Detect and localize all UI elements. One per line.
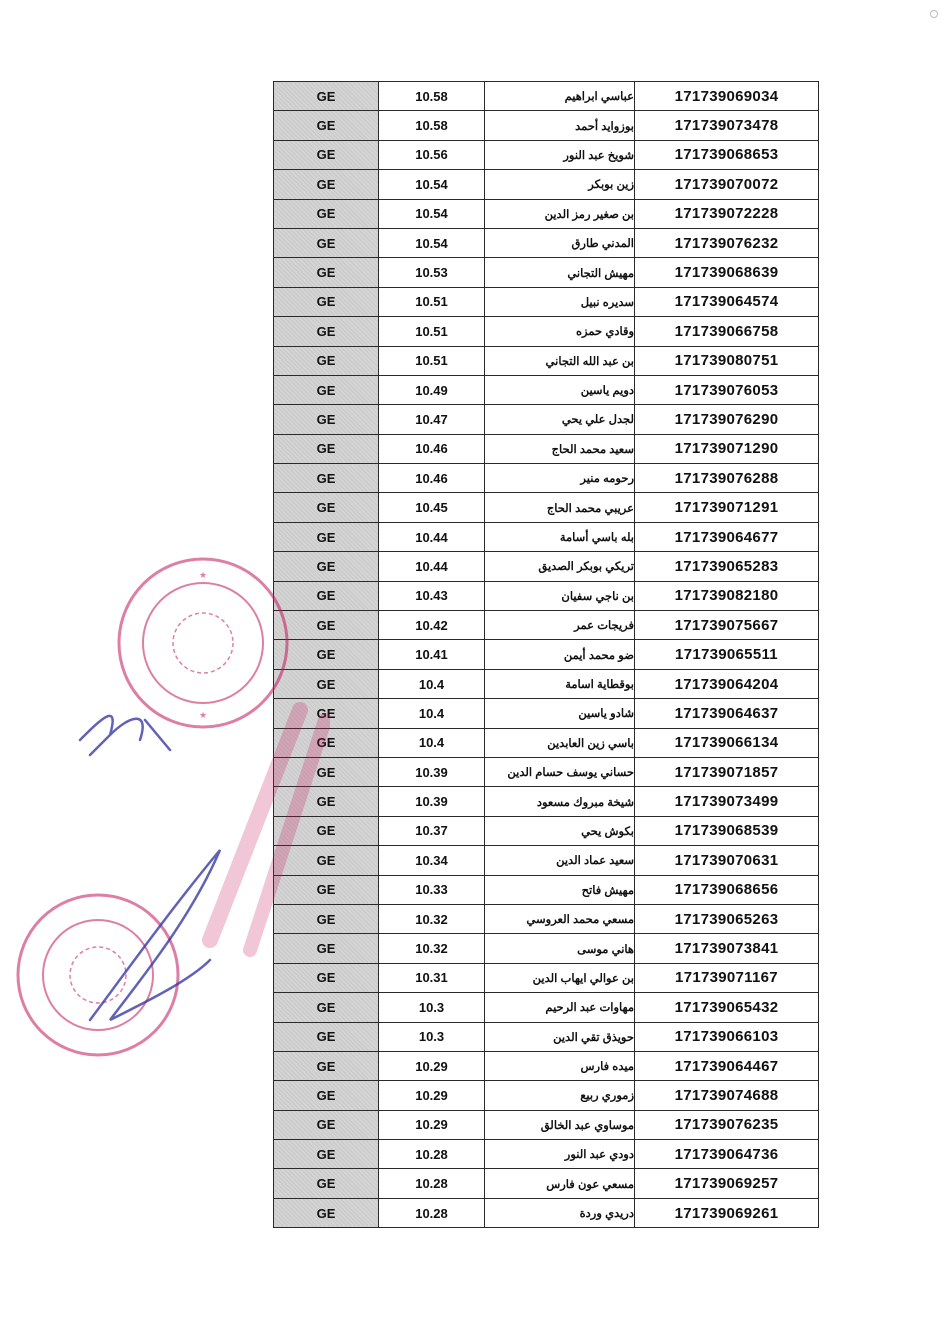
table-row <box>274 287 819 316</box>
student-name-cell: هاني موسى <box>485 934 635 963</box>
official-stamp-lower <box>8 880 188 1070</box>
student-id-cell: 171739076053 <box>635 375 819 404</box>
grade-cell: 10.51 <box>379 346 485 375</box>
results-table-body <box>274 82 819 1228</box>
student-name-cell: ميده فارس <box>485 1051 635 1080</box>
student-name-cell: مسعي عون فارس <box>485 1169 635 1198</box>
student-name-cell: مهاوات عبد الرحيم <box>485 993 635 1022</box>
table-row <box>274 993 819 1022</box>
specialty-cell: GE <box>274 640 379 669</box>
grade-cell: 10.54 <box>379 170 485 199</box>
table-row <box>274 611 819 640</box>
table-row <box>274 258 819 287</box>
student-id-cell: 171739071291 <box>635 493 819 522</box>
table-row <box>274 699 819 728</box>
grade-cell: 10.56 <box>379 140 485 169</box>
student-name-cell: لجدل علي يحي <box>485 405 635 434</box>
student-name-cell: مسعي محمد العروسي <box>485 904 635 933</box>
table-row <box>274 787 819 816</box>
table-row <box>274 228 819 257</box>
student-id-cell: 171739065283 <box>635 552 819 581</box>
student-id-cell: 171739072228 <box>635 199 819 228</box>
specialty-cell: GE <box>274 405 379 434</box>
specialty-cell: GE <box>274 787 379 816</box>
student-id-cell: 171739073499 <box>635 787 819 816</box>
student-id-cell: 171739068656 <box>635 875 819 904</box>
specialty-cell: GE <box>274 199 379 228</box>
specialty-cell: GE <box>274 228 379 257</box>
grade-cell: 10.58 <box>379 111 485 140</box>
table-row <box>274 493 819 522</box>
student-name-cell: بن عوالي ايهاب الدين <box>485 963 635 992</box>
student-id-cell: 171739066134 <box>635 728 819 757</box>
grade-cell: 10.33 <box>379 875 485 904</box>
specialty-cell: GE <box>274 934 379 963</box>
grade-cell: 10.44 <box>379 552 485 581</box>
grade-cell: 10.39 <box>379 757 485 786</box>
table-row <box>274 757 819 786</box>
student-id-cell: 171739071167 <box>635 963 819 992</box>
table-row <box>274 1081 819 1110</box>
student-id-cell: 171739071857 <box>635 757 819 786</box>
table-row <box>274 434 819 463</box>
student-id-cell: 171739064736 <box>635 1140 819 1169</box>
student-name-cell: شويخ عبد النور <box>485 140 635 169</box>
table-row <box>274 405 819 434</box>
specialty-cell: GE <box>274 581 379 610</box>
student-name-cell: مهيش فاتح <box>485 875 635 904</box>
grade-cell: 10.43 <box>379 581 485 610</box>
svg-text:★: ★ <box>198 711 208 721</box>
results-table <box>273 81 819 1228</box>
table-row <box>274 669 819 698</box>
grade-cell: 10.28 <box>379 1198 485 1227</box>
student-id-cell: 171739066758 <box>635 317 819 346</box>
student-name-cell: تريكي بوبكر الصديق <box>485 552 635 581</box>
table-row <box>274 82 819 111</box>
official-stamp-upper <box>108 548 298 738</box>
grade-cell: 10.39 <box>379 787 485 816</box>
table-row <box>274 1110 819 1139</box>
student-name-cell: زموري ربيع <box>485 1081 635 1110</box>
specialty-cell: GE <box>274 963 379 992</box>
specialty-cell: GE <box>274 699 379 728</box>
student-name-cell: موساوي عبد الخالق <box>485 1110 635 1139</box>
table-row <box>274 934 819 963</box>
grade-cell: 10.42 <box>379 611 485 640</box>
student-name-cell: بوزوايد أحمد <box>485 111 635 140</box>
handwritten-signature <box>50 680 270 1060</box>
student-name-cell: سعيد محمد الحاج <box>485 434 635 463</box>
grade-cell: 10.3 <box>379 993 485 1022</box>
student-name-cell: بن عبد الله التجاني <box>485 346 635 375</box>
student-name-cell: عريبي محمد الحاج <box>485 493 635 522</box>
specialty-cell: GE <box>274 464 379 493</box>
student-name-cell: حويذق تقي الدين <box>485 1022 635 1051</box>
svg-text:★: ★ <box>198 571 208 581</box>
specialty-cell: GE <box>274 846 379 875</box>
student-id-cell: 171739076290 <box>635 405 819 434</box>
student-name-cell: ضو محمد أيمن <box>485 640 635 669</box>
table-row <box>274 1051 819 1080</box>
grade-cell: 10.29 <box>379 1081 485 1110</box>
table-row <box>274 111 819 140</box>
specialty-cell: GE <box>274 1110 379 1139</box>
specialty-cell: GE <box>274 611 379 640</box>
grade-cell: 10.51 <box>379 287 485 316</box>
student-id-cell: 171739074688 <box>635 1081 819 1110</box>
table-row <box>274 875 819 904</box>
student-id-cell: 171739064204 <box>635 669 819 698</box>
table-row <box>274 464 819 493</box>
specialty-cell: GE <box>274 552 379 581</box>
student-name-cell: المدني طارق <box>485 228 635 257</box>
grade-cell: 10.54 <box>379 199 485 228</box>
table-row <box>274 522 819 551</box>
student-id-cell: 171739066103 <box>635 1022 819 1051</box>
table-row <box>274 375 819 404</box>
student-name-cell: بله باسي أسامة <box>485 522 635 551</box>
student-id-cell: 171739076232 <box>635 228 819 257</box>
student-id-cell: 171739068639 <box>635 258 819 287</box>
grade-cell: 10.4 <box>379 699 485 728</box>
student-id-cell: 171739073841 <box>635 934 819 963</box>
student-name-cell: شيخة مبروك مسعود <box>485 787 635 816</box>
specialty-cell: GE <box>274 170 379 199</box>
specialty-cell: GE <box>274 993 379 1022</box>
student-id-cell: 171739080751 <box>635 346 819 375</box>
student-id-cell: 171739068539 <box>635 816 819 845</box>
student-name-cell: بن صغير رمز الدين <box>485 199 635 228</box>
student-name-cell: حساني يوسف حسام الدين <box>485 757 635 786</box>
grade-cell: 10.29 <box>379 1110 485 1139</box>
student-name-cell: مهيش التجاني <box>485 258 635 287</box>
specialty-cell: GE <box>274 669 379 698</box>
specialty-cell: GE <box>274 1022 379 1051</box>
student-name-cell: رحومه منير <box>485 464 635 493</box>
grade-cell: 10.47 <box>379 405 485 434</box>
student-id-cell: 171739069261 <box>635 1198 819 1227</box>
student-id-cell: 171739070631 <box>635 846 819 875</box>
student-id-cell: 171739070072 <box>635 170 819 199</box>
table-row <box>274 904 819 933</box>
student-id-cell: 171739064467 <box>635 1051 819 1080</box>
student-id-cell: 171739064677 <box>635 522 819 551</box>
grade-cell: 10.29 <box>379 1051 485 1080</box>
grade-cell: 10.32 <box>379 904 485 933</box>
specialty-cell: GE <box>274 1198 379 1227</box>
specialty-cell: GE <box>274 1081 379 1110</box>
specialty-cell: GE <box>274 728 379 757</box>
table-row <box>274 346 819 375</box>
grade-cell: 10.46 <box>379 464 485 493</box>
table-row <box>274 140 819 169</box>
student-id-cell: 171739068653 <box>635 140 819 169</box>
specialty-cell: GE <box>274 287 379 316</box>
specialty-cell: GE <box>274 375 379 404</box>
specialty-cell: GE <box>274 111 379 140</box>
specialty-cell: GE <box>274 904 379 933</box>
table-row <box>274 170 819 199</box>
student-name-cell: دويم ياسين <box>485 375 635 404</box>
specialty-cell: GE <box>274 140 379 169</box>
grade-cell: 10.44 <box>379 522 485 551</box>
specialty-cell: GE <box>274 258 379 287</box>
specialty-cell: GE <box>274 317 379 346</box>
table-row <box>274 728 819 757</box>
grade-cell: 10.31 <box>379 963 485 992</box>
grade-cell: 10.28 <box>379 1140 485 1169</box>
grade-cell: 10.4 <box>379 669 485 698</box>
student-name-cell: بوقطاية اسامة <box>485 669 635 698</box>
specialty-cell: GE <box>274 816 379 845</box>
specialty-cell: GE <box>274 493 379 522</box>
table-row <box>274 1169 819 1198</box>
student-name-cell: زين بوبكر <box>485 170 635 199</box>
specialty-cell: GE <box>274 434 379 463</box>
student-name-cell: باسي زين العابدين <box>485 728 635 757</box>
specialty-cell: GE <box>274 757 379 786</box>
table-row <box>274 846 819 875</box>
student-id-cell: 171739071290 <box>635 434 819 463</box>
specialty-cell: GE <box>274 346 379 375</box>
student-id-cell: 171739064574 <box>635 287 819 316</box>
grade-cell: 10.45 <box>379 493 485 522</box>
specialty-cell: GE <box>274 82 379 111</box>
table-row <box>274 1022 819 1051</box>
specialty-cell: GE <box>274 1169 379 1198</box>
table-row <box>274 317 819 346</box>
student-name-cell: دريدي وردة <box>485 1198 635 1227</box>
grade-cell: 10.53 <box>379 258 485 287</box>
student-id-cell: 171739073478 <box>635 111 819 140</box>
student-name-cell: فريجات عمر <box>485 611 635 640</box>
student-name-cell: بن ناجي سفيان <box>485 581 635 610</box>
table-row <box>274 581 819 610</box>
student-name-cell: دودي عبد النور <box>485 1140 635 1169</box>
table-row <box>274 199 819 228</box>
grade-cell: 10.51 <box>379 317 485 346</box>
grade-cell: 10.58 <box>379 82 485 111</box>
student-id-cell: 171739076235 <box>635 1110 819 1139</box>
specialty-cell: GE <box>274 1051 379 1080</box>
student-id-cell: 171739082180 <box>635 581 819 610</box>
student-id-cell: 171739065432 <box>635 993 819 1022</box>
table-row <box>274 963 819 992</box>
student-id-cell: 171739076288 <box>635 464 819 493</box>
grade-cell: 10.41 <box>379 640 485 669</box>
student-name-cell: سديره نبيل <box>485 287 635 316</box>
grade-cell: 10.32 <box>379 934 485 963</box>
specialty-cell: GE <box>274 1140 379 1169</box>
student-id-cell: 171739069034 <box>635 82 819 111</box>
specialty-cell: GE <box>274 875 379 904</box>
table-row <box>274 1140 819 1169</box>
grade-cell: 10.34 <box>379 846 485 875</box>
student-name-cell: عباسي ابراهيم <box>485 82 635 111</box>
grade-cell: 10.54 <box>379 228 485 257</box>
table-row <box>274 552 819 581</box>
grade-cell: 10.3 <box>379 1022 485 1051</box>
grade-cell: 10.49 <box>379 375 485 404</box>
student-id-cell: 171739065511 <box>635 640 819 669</box>
specialty-cell: GE <box>274 522 379 551</box>
student-id-cell: 171739075667 <box>635 611 819 640</box>
grade-cell: 10.28 <box>379 1169 485 1198</box>
student-name-cell: بكوش يحي <box>485 816 635 845</box>
student-id-cell: 171739065263 <box>635 904 819 933</box>
grade-cell: 10.4 <box>379 728 485 757</box>
student-name-cell: وقادي حمزه <box>485 317 635 346</box>
table-row <box>274 816 819 845</box>
table-row <box>274 640 819 669</box>
student-name-cell: شادو ياسين <box>485 699 635 728</box>
page-corner-mark <box>930 10 938 18</box>
student-id-cell: 171739064637 <box>635 699 819 728</box>
student-name-cell: سعيد عماد الدين <box>485 846 635 875</box>
student-id-cell: 171739069257 <box>635 1169 819 1198</box>
grade-cell: 10.46 <box>379 434 485 463</box>
grade-cell: 10.37 <box>379 816 485 845</box>
table-row <box>274 1198 819 1227</box>
